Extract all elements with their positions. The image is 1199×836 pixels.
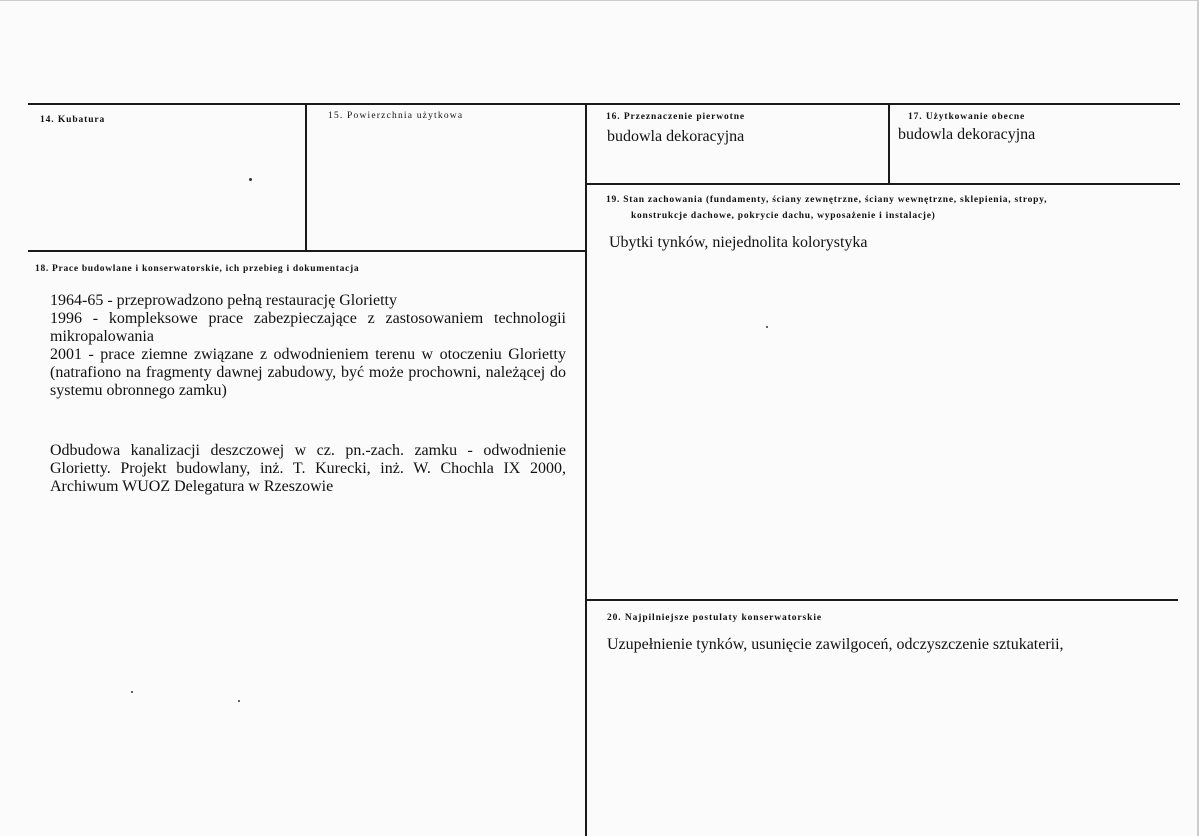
divider-16-19 — [586, 183, 1180, 185]
divider-16-17 — [888, 104, 890, 184]
divider-left-right — [585, 104, 587, 836]
field14-label: 14. Kubatura — [40, 115, 106, 125]
scan-speck — [238, 700, 240, 702]
field15-label: 15. Powierzchnia użytkowa — [328, 111, 464, 121]
scan-speck — [766, 326, 768, 328]
field16-label: 16. Przeznaczenie pierwotne — [606, 112, 746, 122]
divider-19-20 — [586, 599, 1178, 601]
field17-label: 17. Użytkowanie obecne — [908, 112, 1026, 122]
field18-documentation — [50, 442, 566, 496]
scan-edge-top — [0, 0, 1199, 1]
field18-entry: 2001 - prace ziemne związane z odwodnieniem terenu w otoczeniu Glorietty (natrafiono na fragmenty dawnej zabudowy, być może prochowni, należącej do systemu obronnego zamku) — [50, 346, 566, 399]
field18-label: 18. Prace budowlane i konserwatorskie, ich przebieg i dokumentacja — [35, 264, 360, 274]
field17-value: budowla dekoracyjna — [898, 126, 1036, 143]
field18-entry: 1996 - kompleksowe prace zabezpieczające z zastosowaniem technologii mikropalowania — [50, 310, 566, 345]
top-border-line — [28, 103, 1180, 105]
divider-row1-18 — [28, 250, 586, 252]
scan-speck — [249, 178, 252, 181]
field19-label-line1: 19. Stan zachowania (fundamenty, ściany zewnętrzne, ściany wewnętrzne, sklepienia, stropy, — [606, 195, 1048, 205]
field18-documentation-text: Odbudowa kanalizacji deszczowej w cz. pn.-zach. zamku - odwodnienie Glorietty. Projekt budowlany, inż. T. Kurecki, inż. W. Chochla IX 2000, Archiwum WUOZ Delegatura w Rzeszowie — [50, 442, 566, 495]
field19-label-line2: konstrukcje dachowe, pokrycie dachu, wyposażenie i instalacje) — [631, 211, 936, 221]
field19-value: Ubytki tynków, niejednolita kolorystyka — [609, 234, 868, 251]
field16-value: budowla dekoracyjna — [607, 128, 745, 145]
field20-value: Uzupełnienie tynków, usunięcie zawilgoceń, odczyszczenie sztukaterii, — [607, 636, 1064, 653]
field18-entries — [50, 292, 566, 400]
field20-label: 20. Najpilniejsze postulaty konserwatorskie — [607, 613, 822, 623]
scan-speck — [131, 691, 133, 693]
field18-entry: 1964-65 - przeprowadzono pełną restaurację Glorietty — [50, 292, 397, 309]
divider-14-15 — [305, 104, 307, 251]
